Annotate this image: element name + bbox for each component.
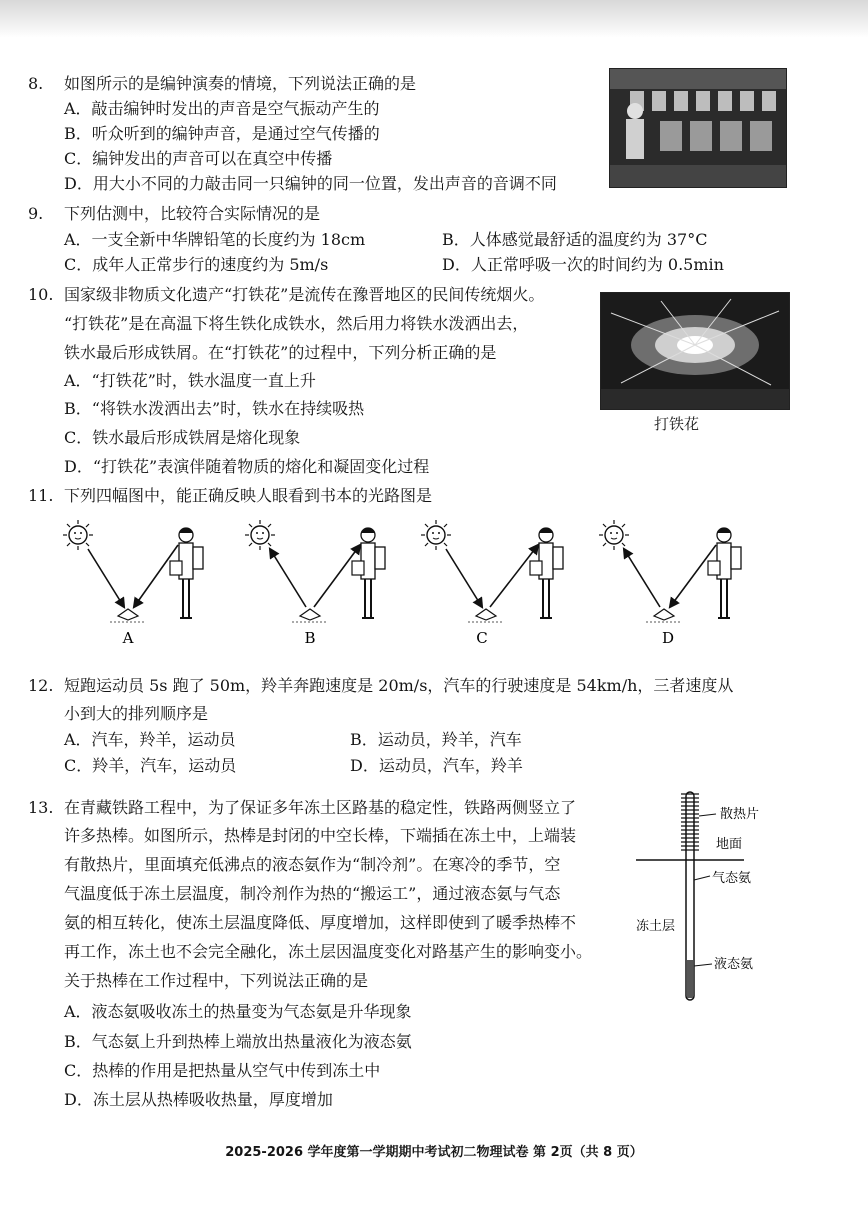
q10-stem-line-2: “打铁花”是在高温下将生铁化成铁水，然后用力将铁水泼洒出去， [64,314,529,333]
light-path-diagrams [48,515,848,655]
label-c: C [476,629,488,647]
q10-option-c: C．铁水最后形成铁屑是熔化现象 [64,428,301,447]
scan-top-shadow [0,0,868,38]
heat-pipe-diagram [632,788,842,1008]
q10-stem-line-3: 铁水最后形成铁屑。在“打铁花”的过程中，下列分析正确的是 [64,343,497,362]
bianzhong-photo [609,68,787,188]
label-ground: 地面 [716,837,743,852]
q13-stem-line-1: 在青藏铁路工程中，为了保证多年冻土区路基的稳定性，铁路两侧竖立了 [64,798,577,817]
q9-option-c: C．成年人正常步行的速度约为 5m/s [64,255,329,274]
datiehua-caption: 打铁花 [654,415,700,433]
q13-stem-line-7: 关于热棒在工作过程中，下列说法正确的是 [64,971,369,990]
q13-option-a: A．液态氨吸收冻土的热量变为气态氨是升华现象 [64,1002,412,1021]
q12-option-b: B．运动员，羚羊，汽车 [350,730,522,749]
q13-option-c: C．热棒的作用是把热量从空气中传到冻土中 [64,1061,381,1080]
q8-stem: 如图所示的是编钟演奏的情境，下列说法正确的是 [64,74,417,93]
q12-option-a: A．汽车，羚羊，运动员 [64,730,236,749]
q10-option-b: B．“将铁水泼洒出去”时，铁水在持续吸热 [64,399,365,418]
light-path-c [421,520,563,647]
label-b: B [304,629,316,647]
q9-option-a: A．一支全新中华牌铅笔的长度约为 18cm [64,230,366,249]
q8-option-c: C．编钟发出的声音可以在真空中传播 [64,149,333,168]
q10-option-d: D．“打铁花”表演伴随着物质的熔化和凝固变化过程 [64,457,430,476]
q12-number: 12. [28,676,54,695]
q9-number: 9. [28,204,44,223]
label-fins: 散热片 [720,807,760,822]
label-d: D [661,629,675,647]
datiehua-photo [600,292,790,410]
q11-stem: 下列四幅图中，能正确反映人眼看到书本的光路图是 [64,486,433,505]
q9-option-b: B．人体感觉最舒适的温度约为 37°C [442,230,708,249]
light-path-a [63,520,203,647]
q11-number: 11. [28,486,54,505]
label-gas-ammonia: 气态氨 [712,871,752,886]
q13-option-d: D．冻土层从热棒吸收热量，厚度增加 [64,1090,333,1109]
label-permafrost: 冻土层 [636,919,676,934]
light-path-d [599,520,741,647]
q12-option-c: C．羚羊，汽车，运动员 [64,756,237,775]
q8-number: 8. [28,74,44,93]
label-liquid-ammonia: 液态氨 [714,957,754,972]
q8-option-a: A．敲击编钟时发出的声音是空气振动产生的 [64,99,380,118]
q12-option-d: D．运动员，汽车，羚羊 [350,756,523,775]
q13-option-b: B．气态氨上升到热棒上端放出热量液化为液态氨 [64,1032,412,1051]
q12-stem-line-1: 短跑运动员 5s 跑了 50m，羚羊奔跑速度是 20m/s，汽车的行驶速度是 54km/h，三者速度从 [64,676,734,695]
q8-option-b: B．听众听到的编钟声音，是通过空气传播的 [64,124,380,143]
q8-option-d: D．用大小不同的力敲击同一只编钟的同一位置，发出声音的音调不同 [64,174,557,193]
q13-stem-line-6: 再工作，冻土也不会完全融化，冻土层因温度变化对路基产生的影响变小。 [64,942,593,961]
q9-stem: 下列估测中，比较符合实际情况的是 [64,204,321,223]
light-path-b [245,520,385,647]
page-footer: 2025-2026 学年度第一学期期中考试初二物理试卷 第 2页（共 8 页） [225,1145,643,1160]
q13-number: 13. [28,798,54,817]
q10-number: 10. [28,285,54,304]
q10-stem-line-1: 国家级非物质文化遗产“打铁花”是流传在豫晋地区的民间传统烟火。 [64,285,545,304]
q13-stem-line-4: 气温度低于冻土层温度，制冷剂作为热的“搬运工”，通过液态氨与气态 [64,884,561,903]
q12-stem-line-2: 小到大的排列顺序是 [64,704,209,723]
q10-option-a: A．“打铁花”时，铁水温度一直上升 [64,371,316,390]
q13-stem-line-2: 许多热棒。如图所示，热棒是封闭的中空长棒，下端插在冻土中，上端装 [64,826,577,845]
label-a: A [122,629,134,647]
q13-stem-line-3: 有散热片，里面填充低沸点的液态氨作为“制冷剂”。在寒冷的季节，空 [64,855,561,874]
q9-option-d: D．人正常呼吸一次的时间约为 0.5min [442,255,724,274]
q13-stem-line-5: 氨的相互转化，使冻土层温度降低、厚度增加，这样即使到了暖季热棒不 [64,913,577,932]
